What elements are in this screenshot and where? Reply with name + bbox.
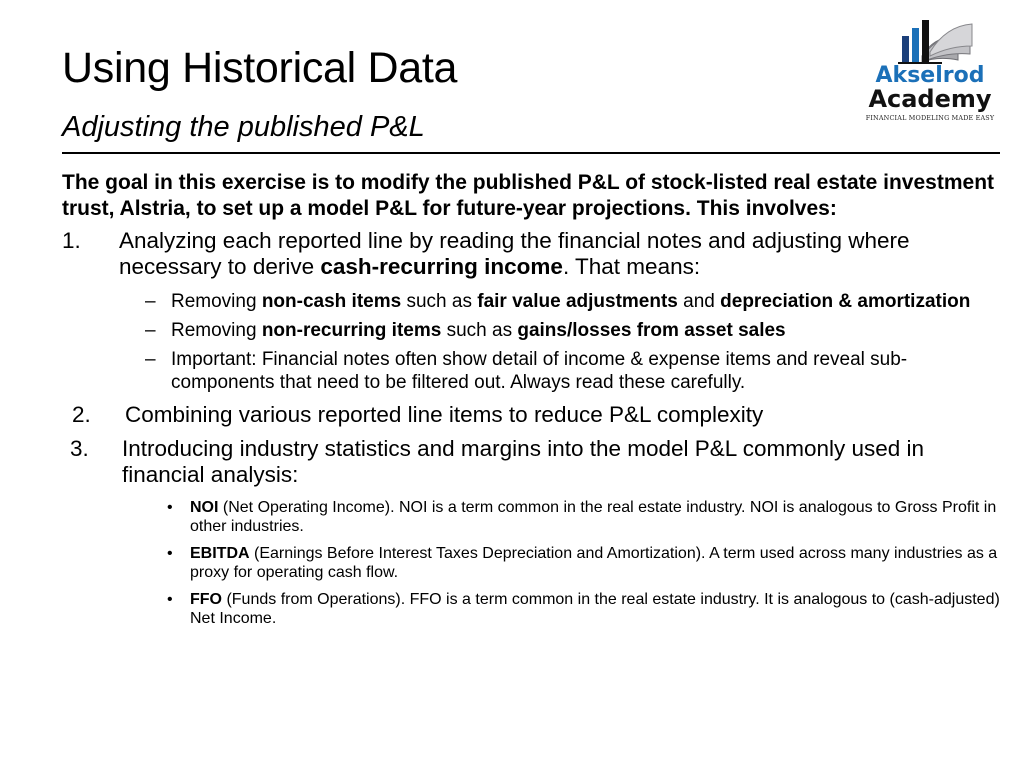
logo-tagline: FINANCIAL MODELING MADE EASY bbox=[865, 114, 995, 122]
subitem-1-bold-3: depreciation & amortization bbox=[720, 291, 971, 312]
logo-line-2: Academy bbox=[868, 85, 992, 113]
numbered-item-3 bbox=[62, 436, 1007, 488]
bullet-ebitda bbox=[167, 544, 1007, 582]
slide-title: Using Historical Data bbox=[62, 44, 458, 92]
bullet-ffo-text: (Funds from Operations). FFO is a term common in the real estate industry. It is analogous to (cash-adjusted) Net Income. bbox=[190, 591, 1000, 627]
subitem-2 bbox=[145, 319, 1007, 342]
logo-line-1: Akselrod bbox=[875, 63, 985, 88]
bullet-marker: • bbox=[167, 499, 173, 516]
subitem-3 bbox=[145, 348, 1007, 394]
numbered-item-2 bbox=[65, 402, 1007, 428]
bullet-ffo-term: FFO bbox=[190, 591, 222, 608]
bullet-noi bbox=[167, 498, 1007, 536]
item-2-text: Combining various reported line items to reduce P&L complexity bbox=[125, 402, 764, 427]
bullet-noi-term: NOI bbox=[190, 499, 219, 516]
item-1-number: 1. bbox=[62, 228, 81, 253]
item-2-number: 2. bbox=[72, 402, 91, 427]
bar-1 bbox=[902, 36, 909, 62]
bullet-marker: • bbox=[167, 591, 173, 608]
subitem-1-bold-1: non-cash items bbox=[261, 291, 402, 312]
bullet-marker: • bbox=[167, 545, 173, 562]
item-3-number: 3. bbox=[70, 436, 89, 461]
bar-2 bbox=[912, 28, 919, 62]
subitem-2-text-2: such as bbox=[441, 320, 518, 341]
item-1-text: Analyzing each reported line by reading the financial notes and adjusting where necessary to derive bbox=[119, 228, 910, 279]
subitem-2-text: Removing bbox=[171, 320, 262, 341]
bullet-ebitda-text: (Earnings Before Interest Taxes Depreciation and Amortization). A term used across many industries as a proxy for operating cash flow. bbox=[190, 545, 998, 581]
bullet-ffo bbox=[167, 590, 1007, 628]
dash-marker: – bbox=[145, 320, 156, 341]
subitem-2-bold-1: non-recurring items bbox=[261, 320, 442, 341]
slide-subtitle: Adjusting the published P&L bbox=[62, 111, 425, 143]
bar-3 bbox=[922, 20, 929, 62]
item-1-bold: cash-recurring income bbox=[320, 254, 563, 279]
subitem-3-text: Important: Financial notes often show detail of income & expense items and reveal sub-components that need to be filtered out. Always read these carefully. bbox=[171, 349, 908, 393]
subitem-1-text-2: such as bbox=[401, 291, 478, 312]
bullet-noi-text: (Net Operating Income). NOI is a term common in the real estate industry. NOI is analogous to Gross Profit in other industries. bbox=[190, 499, 997, 535]
subitem-1-bold-2: fair value adjustments bbox=[477, 291, 678, 312]
numbered-item-1 bbox=[62, 228, 1007, 280]
item-3-text: Introducing industry statistics and margins into the model P&L commonly used in financial analysis: bbox=[122, 436, 925, 487]
intro-paragraph: The goal in this exercise is to modify the published P&L of stock-listed real estate investment trust, Alstria, to set up a model P&L for future-year projections. This involves: bbox=[62, 171, 995, 220]
subitem-2-bold-2: gains/losses from asset sales bbox=[517, 320, 786, 341]
bullet-ebitda-term: EBITDA bbox=[190, 545, 250, 562]
dash-marker: – bbox=[145, 349, 156, 370]
item-1-tail: . That means: bbox=[562, 254, 701, 279]
title-divider bbox=[62, 152, 1000, 154]
slide-body bbox=[62, 170, 1007, 636]
bar-chart-book-icon bbox=[860, 16, 1000, 66]
subitem-1-text-3: and bbox=[677, 291, 721, 312]
akselrod-academy-logo bbox=[860, 16, 1000, 128]
subitem-1-text: Removing bbox=[171, 291, 262, 312]
dash-marker: – bbox=[145, 291, 156, 312]
subitem-1 bbox=[145, 290, 1007, 313]
